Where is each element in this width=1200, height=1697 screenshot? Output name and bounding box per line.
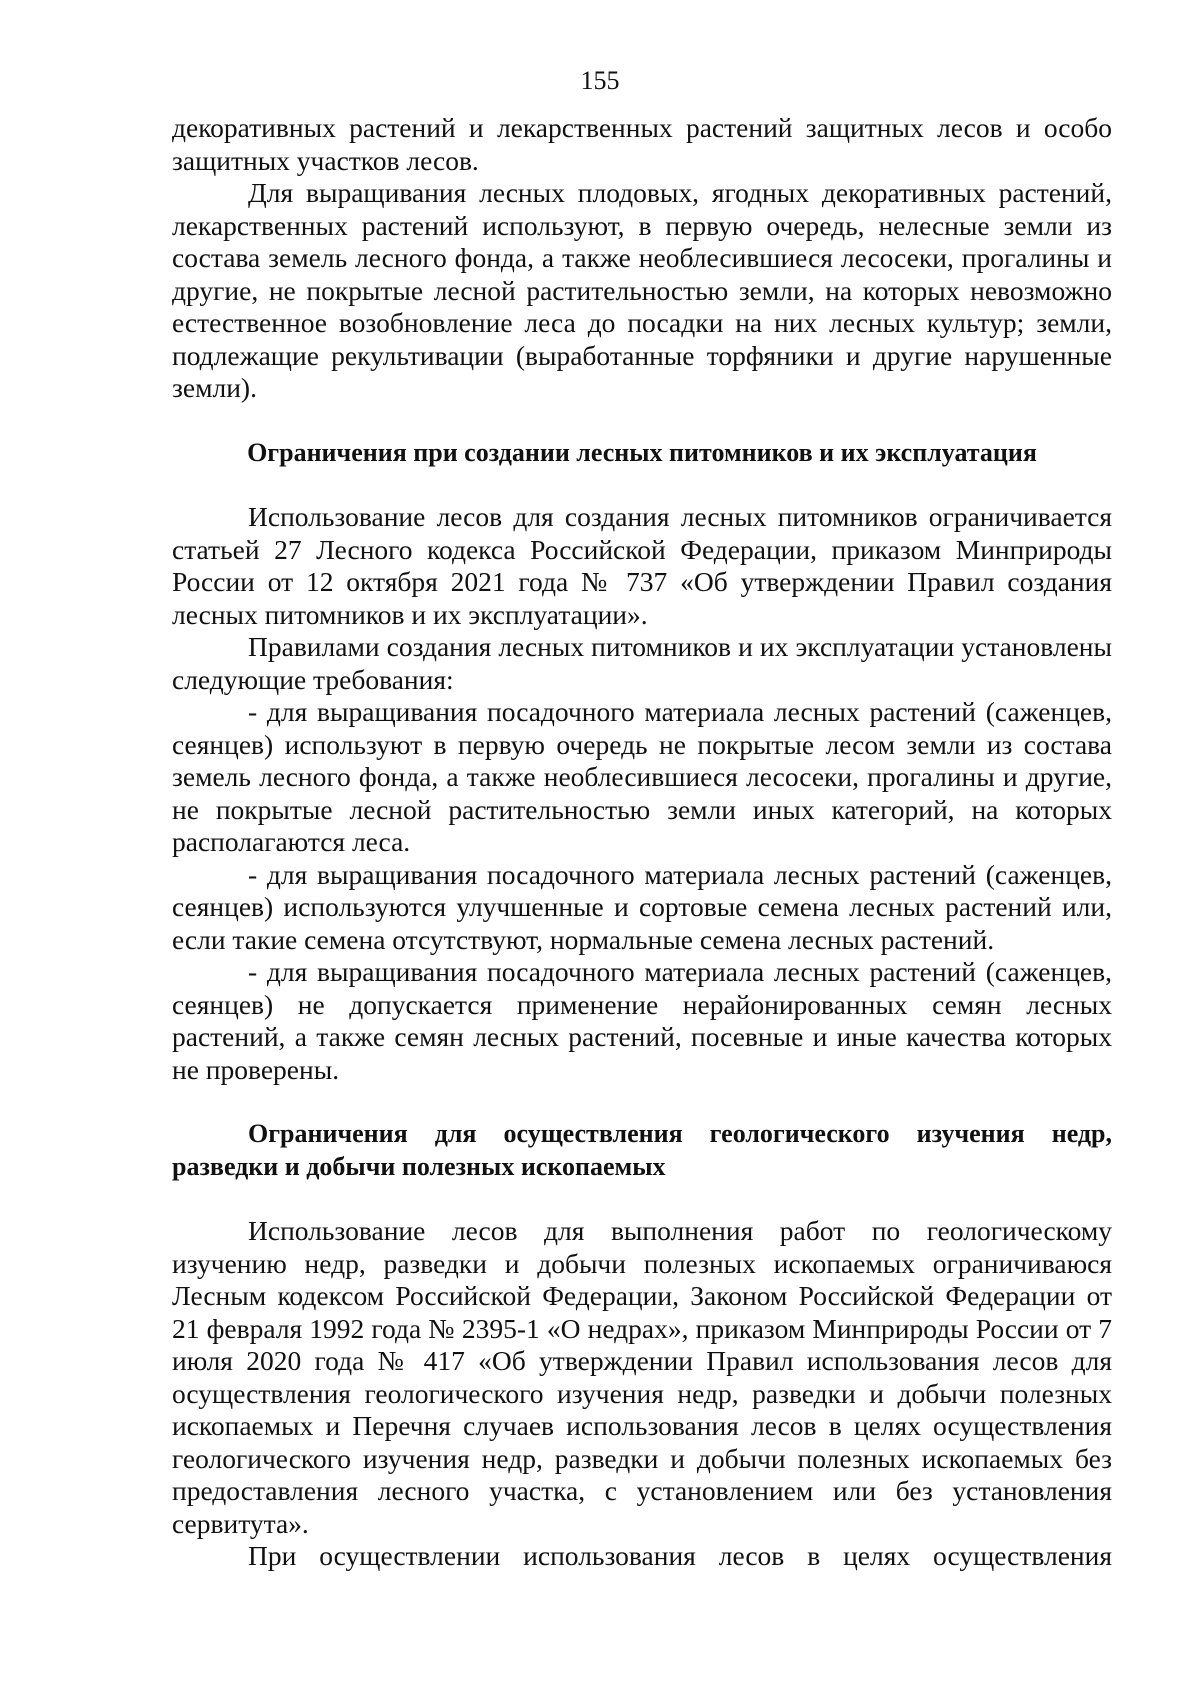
paragraph: декоративных растений и лекарственных растений защитных лесов и особо защитных участков лесов. <box>172 112 1112 176</box>
page-number: 155 <box>580 66 620 95</box>
section-heading: Ограничения для осуществления геологического изучения недр, разведки и добычи полезных ископаемых <box>172 1119 1112 1181</box>
paragraph: Для выращивания лесных плодовых, ягодных декоративных растений, лекарственных растений используют, в первую очередь, нелесные земли из состава земель лесного фонда, а также необлесившиеся лесосеки, прогалины и другие, не покрытые лесной растительностью земли, на которых невозможно естественное возобновление леса до посадки на них лесных культур; земли, подлежащие рекультивации (выработанные торфяники и другие нарушенные земли). <box>172 177 1112 403</box>
list-item: - для выращивания посадочного материала лесных растений (саженцев, сеянцев) используются улучшенные и сортовые семена лесных растений или, если такие семена отсутствуют, нормальные семена лесных растений. <box>172 858 1112 955</box>
paragraph: Использование лесов для создания лесных питомников ограничивается статьей 27 Лесного кодекса Российской Федерации, приказом Минприроды России от 12 октября 2021 года № 737 «Об утверждении Правил создания лесных питомников и их эксплуатации». <box>172 501 1112 630</box>
list-item: - для выращивания посадочного материала лесных растений (саженцев, сеянцев) используют в первую очередь не покрытые лесом земли из состава земель лесного фонда, а также необлесившиеся лесосеки, прогалины и другие, не покрытые лесной растительностью земли иных категорий, на которых располагаются леса. <box>172 696 1112 857</box>
paragraph: При осуществлении использования лесов в целях осуществления <box>248 1540 1112 1571</box>
page-body <box>172 112 1112 1573</box>
list-item: - для выращивания посадочного материала лесных растений (саженцев, сеянцев) не допускается применение нерайонированных семян лесных растений, а также семян лесных растений, посевные и иные качества которых не проверены. <box>172 956 1112 1085</box>
paragraph: Правилами создания лесных питомников и их эксплуатации установлены следующие требования: <box>172 631 1112 695</box>
paragraph: Использование лесов для выполнения работ по геологическому изучению недр, разведки и добычи полезных ископаемых ограничиваюся Лесным кодексом Российской Федерации, Законом Российской Федерации от 21 февраля 1992 года № 2395-1 «О недрах», приказом Минприроды России от 7 июля 2020 года № 417 «Об утверждении Правил использования лесов для осуществления геологического изучения недр, разведки и добычи полезных ископаемых и Перечня случаев использования лесов в целях осуществления геологического изучения недр, разведки и добычи полезных ископаемых без предоставления лесного участка, с установлением или без установления сервитута». <box>172 1215 1112 1539</box>
section-heading: Ограничения при создании лесных питомников и их эксплуатация <box>247 437 1037 467</box>
